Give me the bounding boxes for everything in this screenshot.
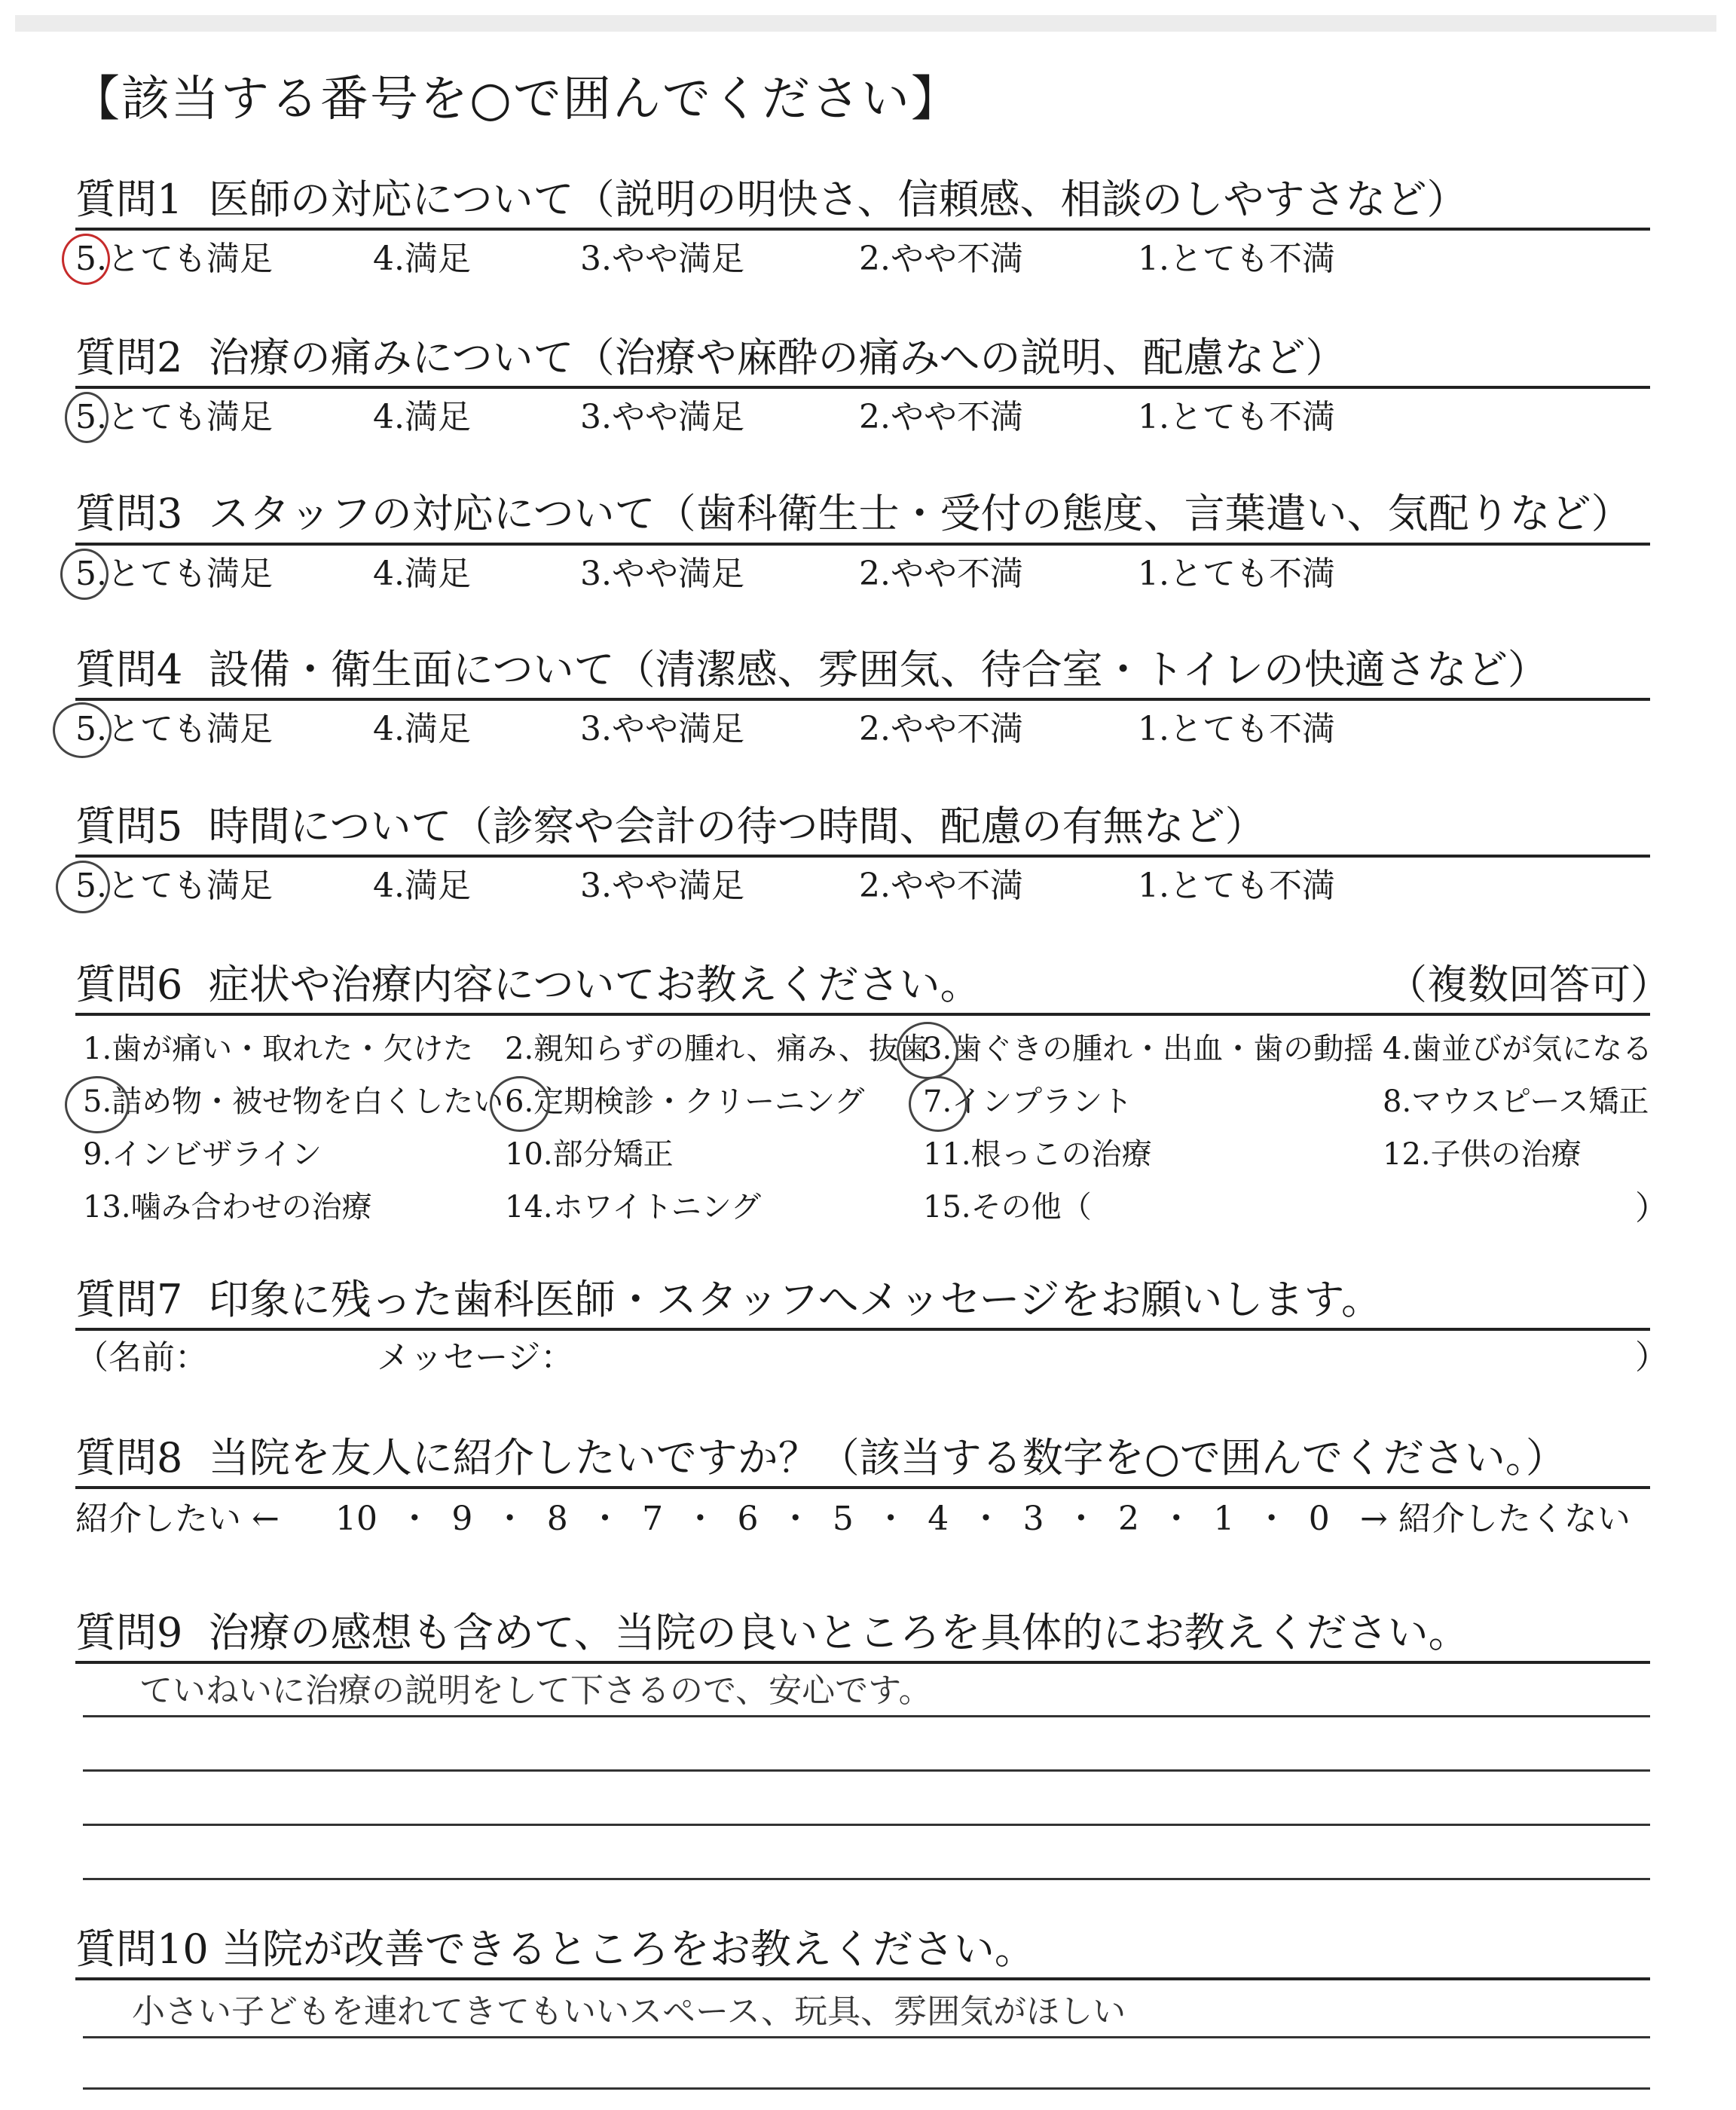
q5-option-5[interactable]: 5.とても満足 [75, 867, 273, 905]
question-9-rule [75, 1661, 1650, 1664]
question-7-rule [75, 1328, 1650, 1331]
q6-other-close-bracket: ） [1635, 1189, 1668, 1228]
question-8-rule [75, 1486, 1650, 1489]
q8-score-1[interactable]: 1 [1213, 1500, 1235, 1538]
q8-right-label: → 紹介したくない [1360, 1500, 1631, 1538]
q4-option-2[interactable]: 2.やや不満 [859, 710, 1023, 748]
q8-score-5[interactable]: 5 [832, 1500, 854, 1538]
q7-message-field[interactable] [573, 1338, 1612, 1381]
q1-option-5[interactable]: 5.とても満足 [75, 240, 273, 278]
q8-separator: ・ [683, 1500, 717, 1538]
q8-separator: ・ [1255, 1500, 1288, 1538]
q8-score-6[interactable]: 6 [737, 1500, 759, 1538]
q6-item-12[interactable]: 12.子供の治療 [1383, 1137, 1582, 1172]
q2-option-5[interactable]: 5.とても満足 [75, 398, 273, 436]
question-9-text: 治療の感想も含めて、当院の良いところを具体的にお教えください。 [208, 1609, 1469, 1656]
q2-option-3[interactable]: 3.やや満足 [580, 398, 744, 436]
q6-item-15[interactable]: 15.その他（ [923, 1190, 1092, 1225]
question-10-heading [75, 1925, 1035, 1973]
q10-handwritten-answer[interactable]: 小さい子どもを連れてきてもいいスペース、玩具、雰囲気がほしい [132, 1992, 1126, 2031]
q1-option-2[interactable]: 2.やや不満 [859, 240, 1023, 278]
q3-option-2[interactable]: 2.やや不満 [859, 555, 1023, 593]
q8-score-0[interactable]: 0 [1308, 1500, 1330, 1538]
q2-option-2[interactable]: 2.やや不満 [859, 398, 1023, 436]
question-3-text: スタッフの対応について（歯科衛生士・受付の態度、言葉遣い、気配りなど） [208, 490, 1632, 537]
question-6-multiple-answers-note: （複数回答可） [1386, 961, 1671, 1008]
question-4-heading [75, 646, 1548, 693]
question-7-text: 印象に残った歯科医師・スタッフへメッセージをお願いします。 [208, 1276, 1383, 1323]
question-2-text: 治療の痛みについて（治療や麻酔の痛みへの説明、配慮など） [208, 334, 1346, 381]
question-2-rule [75, 386, 1650, 389]
q3-option-4[interactable]: 4.満足 [373, 555, 471, 593]
q8-score-8[interactable]: 8 [546, 1500, 568, 1538]
question-9-label: 質問9 [75, 1609, 183, 1656]
q7-close-bracket: ） [1635, 1338, 1668, 1377]
question-6-text: 症状や治療内容についてお教えください。 [208, 961, 981, 1008]
q7-name-label: （名前： [75, 1338, 208, 1377]
q4-option-1[interactable]: 1.とても不満 [1138, 710, 1335, 748]
q5-option-2[interactable]: 2.やや不満 [859, 867, 1023, 905]
q1-option-3[interactable]: 3.やや満足 [580, 240, 744, 278]
q6-item-3[interactable]: 3.歯ぐきの腫れ・出血・歯の動揺 [923, 1032, 1374, 1066]
question-2-heading [75, 334, 1346, 381]
q8-separator: ・ [874, 1500, 908, 1538]
q6-item-11[interactable]: 11.根っこの治療 [923, 1137, 1152, 1172]
q5-option-4[interactable]: 4.満足 [373, 867, 471, 905]
question-10-text: 当院が改善できるところをお教えください。 [221, 1925, 1035, 1973]
question-10-label: 質問10 [75, 1925, 209, 1973]
q9-answer-line [83, 1878, 1650, 1880]
q8-left-label: 紹介したい ← [75, 1500, 280, 1538]
question-10-rule [75, 1977, 1650, 1980]
q8-separator: ・ [1064, 1500, 1098, 1538]
question-1-label: 質問1 [75, 176, 183, 223]
question-8-text: 当院を友人に紹介したいですか？（該当する数字を○で囲んでください。） [208, 1434, 1566, 1482]
q6-item-6[interactable]: 6.定期検診・クリーニング [505, 1084, 865, 1119]
q8-separator: ・ [778, 1500, 812, 1538]
question-2-label: 質問2 [75, 334, 183, 381]
question-1-text: 医師の対応について（説明の明快さ、信頼感、相談のしやすさなど） [208, 176, 1468, 223]
q2-option-1[interactable]: 1.とても不満 [1138, 398, 1335, 436]
q4-option-3[interactable]: 3.やや満足 [580, 710, 744, 748]
q6-item-14[interactable]: 14.ホワイトニング [505, 1190, 762, 1225]
q9-answer-line [83, 1715, 1650, 1717]
q6-item-2[interactable]: 2.親知らずの腫れ、痛み、抜歯 [505, 1032, 929, 1066]
q6-item-9[interactable]: 9.インビザライン [83, 1137, 322, 1172]
q8-score-3[interactable]: 3 [1022, 1500, 1044, 1538]
question-6-heading [75, 961, 981, 1008]
form-title: 【該当する番号を○で囲んでください】 [72, 72, 961, 127]
question-3-rule [75, 543, 1650, 546]
q8-separator: ・ [493, 1500, 527, 1538]
q8-separator: ・ [398, 1500, 432, 1538]
q1-option-4[interactable]: 4.満足 [373, 240, 471, 278]
question-5-rule [75, 855, 1650, 858]
q8-separator: ・ [969, 1500, 1003, 1538]
q6-item-4[interactable]: 4.歯並びが気になる [1383, 1032, 1653, 1066]
q6-item-1[interactable]: 1.歯が痛い・取れた・欠けた [83, 1032, 474, 1066]
q5-option-3[interactable]: 3.やや満足 [580, 867, 744, 905]
question-5-label: 質問5 [75, 803, 183, 850]
q4-option-5[interactable]: 5.とても満足 [75, 710, 273, 748]
question-3-label: 質問3 [75, 490, 183, 537]
question-5-text: 時間について（診察や会計の待つ時間、配慮の有無など） [208, 803, 1266, 850]
q8-separator: ・ [588, 1500, 622, 1538]
q6-item-7[interactable]: 7.インプラント [923, 1084, 1133, 1119]
q8-score-9[interactable]: 9 [451, 1500, 473, 1538]
q1-option-1[interactable]: 1.とても不満 [1138, 240, 1335, 278]
q6-item-13[interactable]: 13.噛み合わせの治療 [83, 1190, 372, 1225]
question-3-heading [75, 490, 1632, 537]
q8-scale [335, 1500, 1330, 1538]
q10-answer-line [83, 2036, 1650, 2038]
q3-option-1[interactable]: 1.とても不満 [1138, 555, 1335, 593]
q3-option-3[interactable]: 3.やや満足 [580, 555, 744, 593]
question-6-rule [75, 1013, 1650, 1016]
q6-item-8[interactable]: 8.マウスピース矯正 [1383, 1084, 1649, 1119]
question-6-label: 質問6 [75, 961, 183, 1008]
q8-score-7[interactable]: 7 [642, 1500, 664, 1538]
q9-handwritten-answer[interactable]: ていねいに治療の説明をして下さるので、安心です。 [139, 1671, 932, 1710]
question-1-rule [75, 228, 1650, 231]
question-5-heading [75, 803, 1266, 850]
question-4-text: 設備・衛生面について（清潔感、雰囲気、待合室・トイレの快適さなど） [208, 646, 1548, 693]
question-9-heading [75, 1609, 1469, 1656]
question-7-label: 質問7 [75, 1276, 183, 1323]
q2-option-4[interactable]: 4.満足 [373, 398, 471, 436]
question-8-heading [75, 1434, 1566, 1482]
question-1-heading [75, 176, 1468, 223]
q9-answer-line [83, 1769, 1650, 1772]
q7-message-label: メッセージ： [377, 1338, 574, 1377]
q6-item-5[interactable]: 5.詰め物・被せ物を白くしたい [83, 1084, 504, 1119]
scan-top-edge [15, 15, 1716, 32]
question-7-heading [75, 1276, 1383, 1323]
q10-answer-line [83, 2087, 1650, 2090]
q6-item-10[interactable]: 10.部分矯正 [505, 1137, 674, 1172]
q8-score-2[interactable]: 2 [1118, 1500, 1139, 1538]
q8-score-10[interactable]: 10 [335, 1500, 377, 1538]
q8-score-4[interactable]: 4 [928, 1500, 949, 1538]
q9-answer-line [83, 1824, 1650, 1826]
q5-option-1[interactable]: 1.とても不満 [1138, 867, 1335, 905]
q3-option-5[interactable]: 5.とても満足 [75, 555, 273, 593]
q4-option-4[interactable]: 4.満足 [373, 710, 471, 748]
question-4-rule [75, 698, 1650, 701]
question-4-label: 質問4 [75, 646, 183, 693]
q8-separator: ・ [1160, 1500, 1194, 1538]
question-8-label: 質問8 [75, 1434, 183, 1482]
